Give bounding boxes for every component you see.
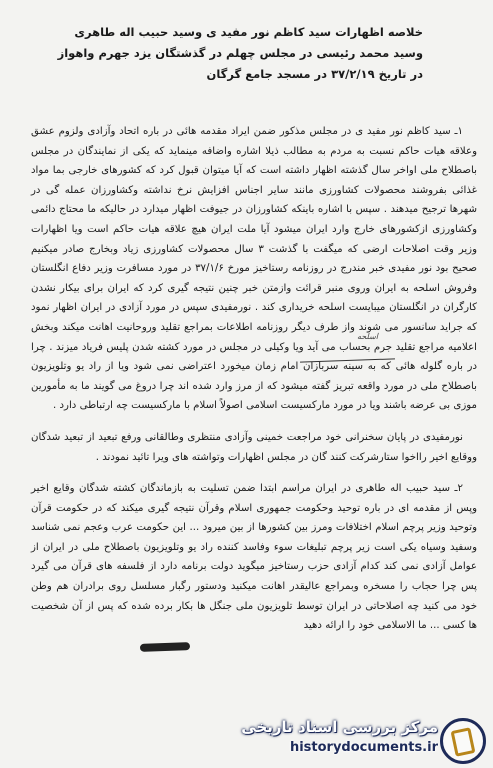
redaction-mark: [140, 642, 190, 652]
paragraph-3: ۲ـ سید حبیب اله طاهری در ایران مراسم ابتدا ضمن تسلیت به بازماندگان کشته شدگان وقایع اخیر وپس از مقدمه ای در باره توحید وحکومت جمهوری اسلام وقرآن نتیجه گیری میکند که در حکومت قرآن وتوحید وزیر پرچم اسلام اختلافات ومرز بین کشورها از بین میرود ... این حکومت عرب وعجم نمی شناسد وسفید وسیاه یکی است زیر پرچم تبلیغات سوء وفاسد کننده راد یو وتلویزیون باصطلاح ملی در ایران از عوامل آزادی نمی کند کدام آزادی حزب رستاخیز میگوید دولت برنامه دارد از فلسفه های قرآن می گیرد پس چرا حجاب را مسخره وبمراجع عالیقدر اهانت میکنید ودستور رگبار مسلسل روی برادران هم وطن خود می کنید چه اصلاحاتی در ایران توسط تلویزیون ملی جنگل ها بکار برده شده که پس از آن شخصیت ها کسی ... ما الاسلامی خود را ارائه دهید: [31, 483, 477, 632]
handwritten-margin-note: اسلحه: [356, 332, 378, 341]
paragraph-1: ۱ـ سید کاظم نور مفید ی در مجلس مذکور ضمن ایراد مقدمه هائی در باره اتحاد وآزادی ولزوم عشق وعلاقه هیات حاکم نسبت به مردم به مطالب ذیلا اشاره واضافه مینماید که یکی از نمایندگان در مجلس باصطلاح ملی اواخر سال گذشته اظهار داشته است که آیا میتوان قبول کرد که کشورهای خارجی بما مواد غذائی بفروشند محصولات کشاورزی مانند سایر اجناس افزایش نرخ نداشته وکشاورزان عمله گی در شهرها ترجیح میدهند . سپس با اشاره باینکه کشاورزان در جیوفت اظهار میدارد در حالیکه ما محتاج دائمی وکشاورزی ازکشورهای خارج وارد ایران میشود آیا ملت ایران هیچ علاقه هیات حاکم است ویا اظهارات وزیر وقت اصلاحات ارضی که میگفت با گذشت ۳ سال محصولات کشاورزی زیاد وبخارج صادر میکنیم صحیح بود نور مفیدی خبر مندرج در روزنامه رستاخیز مورخ ۳۷/۱/۶ در مورد مسافرت وزیر دفاع انگلستان وفروش اسلحه به ایران وروی منبر قرائت وازمتن خبر چنین نتیجه گیری کرد که ایران برای بیکار نشدن کارگران در انگلستان میبایست اسلحه خریداری کند . نورمفیدی سپس در مورد آزادی در ایران اظهار نمود که جراید سانسور می شوند واز طرف دیگر روزنامه اطلاعات بمراجع تقلید وروحانیت اهانت میکند وبخش اعلامیه مراجع تقلید جرم بحساب می آید ویا وکیلی در مجلس در مورد کشته شدن پلیس فریاد میزند . چرا در باره گلوله هائی که به سینه سربازان امام زمان میخورد اعتراضی نمی شود ویا از راد یو وتلویزیون باصطلاح ملی در مورد واقعه تبریز گفته میشود که از مرز وارد شده اند چرا دروغ می گویند ما به مأمورین موزی بی عرضه باشند ویا در مورد مارکسیست اسلامی اصولاً اسلام با مارکسیست چه ارتباطی دارد .: [31, 126, 478, 412]
heading-line-2: وسید محمد رئیسی در مجلس چهلم در گذشتگان یزد جهرم واهواز: [57, 46, 423, 60]
watermark-title: مرکز بررسی اسناد تاریخی: [241, 718, 438, 736]
paragraph-2: نورمفیدی در پایان سخنرانی خود مراجعت خمینی وآزادی منتظری وطالقانی ورفع تبعید از تبعید شدگان ووقایع اخیر رااخوا ستارشرکت کنند گان در مجلس اظهارات وتواشته های ویرا تائید نمودند .: [31, 431, 477, 463]
document-heading: [57, 22, 423, 85]
heading-line-1: خلاصه اظهارات سید کاظم نور مفید ی وسید حبیب اله طاهری: [74, 25, 423, 39]
archive-watermark: [200, 716, 490, 764]
watermark-url: historydocuments.ir: [289, 740, 438, 755]
heading-line-3: در تاریخ ۳۷/۲/۱۹ در مسجد جامع گرگان: [206, 67, 423, 81]
document-body: [31, 122, 477, 636]
archive-seal-icon: [440, 718, 486, 764]
